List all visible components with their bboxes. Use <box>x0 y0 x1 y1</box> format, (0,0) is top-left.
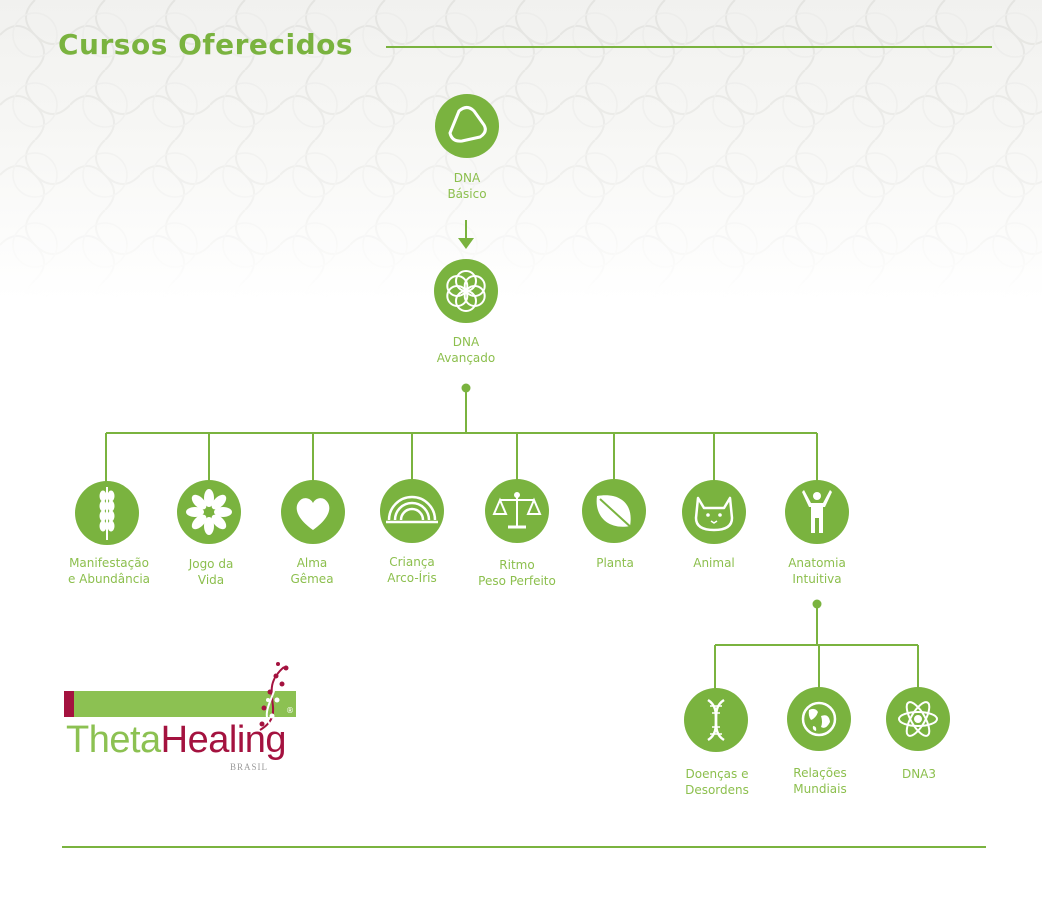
course-dna-basico-label <box>407 170 527 202</box>
label-line: Doenças e <box>685 767 749 781</box>
course-jogo-da-vida-node[interactable] <box>177 480 241 544</box>
course-crianca-node[interactable] <box>380 479 444 543</box>
logo-bar-red <box>64 691 74 717</box>
label-line: DNA <box>452 335 480 349</box>
logo-word-theta: Theta <box>66 719 161 761</box>
label-line: Básico <box>447 187 487 201</box>
label-line: DNA <box>453 171 481 185</box>
course-ritmo-node[interactable] <box>485 479 549 543</box>
label-line: Gêmea <box>290 572 334 586</box>
logo-word-healing: Healing <box>160 719 287 761</box>
logo-subtitle: BRASIL <box>230 762 269 772</box>
logo-bar-green <box>74 691 296 717</box>
label-line: e Abundância <box>67 572 151 586</box>
course-manifestacao-node[interactable] <box>75 481 139 545</box>
label-line: DNA3 <box>901 767 937 781</box>
label-line: Criança <box>389 555 435 569</box>
junction-dot <box>813 600 822 609</box>
course-planta-node[interactable] <box>582 479 646 543</box>
junction-dot <box>462 384 471 393</box>
course-animal-label <box>654 555 774 571</box>
label-line: Relações <box>793 766 847 780</box>
logo-registered-mark: ® <box>286 706 294 715</box>
course-dna3-label <box>859 766 979 782</box>
course-relacoes-node[interactable] <box>787 687 851 751</box>
course-dna-basico-node[interactable] <box>435 94 499 158</box>
label-line: Mundiais <box>793 782 847 796</box>
label-line: Jogo da <box>188 557 234 571</box>
label-line: Planta <box>596 556 634 570</box>
course-alma-gemea-node[interactable] <box>281 480 345 544</box>
label-line: Anatomia <box>788 556 846 570</box>
mandala-flower-icon <box>186 489 232 535</box>
label-line: Intuitiva <box>792 572 842 586</box>
course-dna3-node[interactable] <box>886 687 950 751</box>
label-line: Manifestação <box>69 556 149 570</box>
course-doencas-label <box>657 766 777 798</box>
course-animal-node[interactable] <box>682 480 746 544</box>
label-line: Avançado <box>436 351 496 365</box>
label-line: Animal <box>693 556 735 570</box>
label-line: Ritmo <box>499 558 535 572</box>
page-title: Cursos Oferecidos <box>58 28 354 61</box>
course-doencas-node[interactable] <box>684 688 748 752</box>
course-dna-avancado-label <box>406 334 526 366</box>
course-crianca-label <box>352 554 472 586</box>
course-anatomia-node[interactable] <box>785 480 849 544</box>
label-line: Alma <box>296 556 328 570</box>
label-line: Arco-Íris <box>387 571 437 585</box>
logo-wordmark <box>66 718 286 762</box>
label-line: Vida <box>197 573 225 587</box>
course-dna-avancado-node[interactable] <box>434 259 498 323</box>
label-line: Peso Perfeito <box>478 574 556 588</box>
label-line: Desordens <box>685 783 749 797</box>
course-anatomia-label <box>757 555 877 587</box>
